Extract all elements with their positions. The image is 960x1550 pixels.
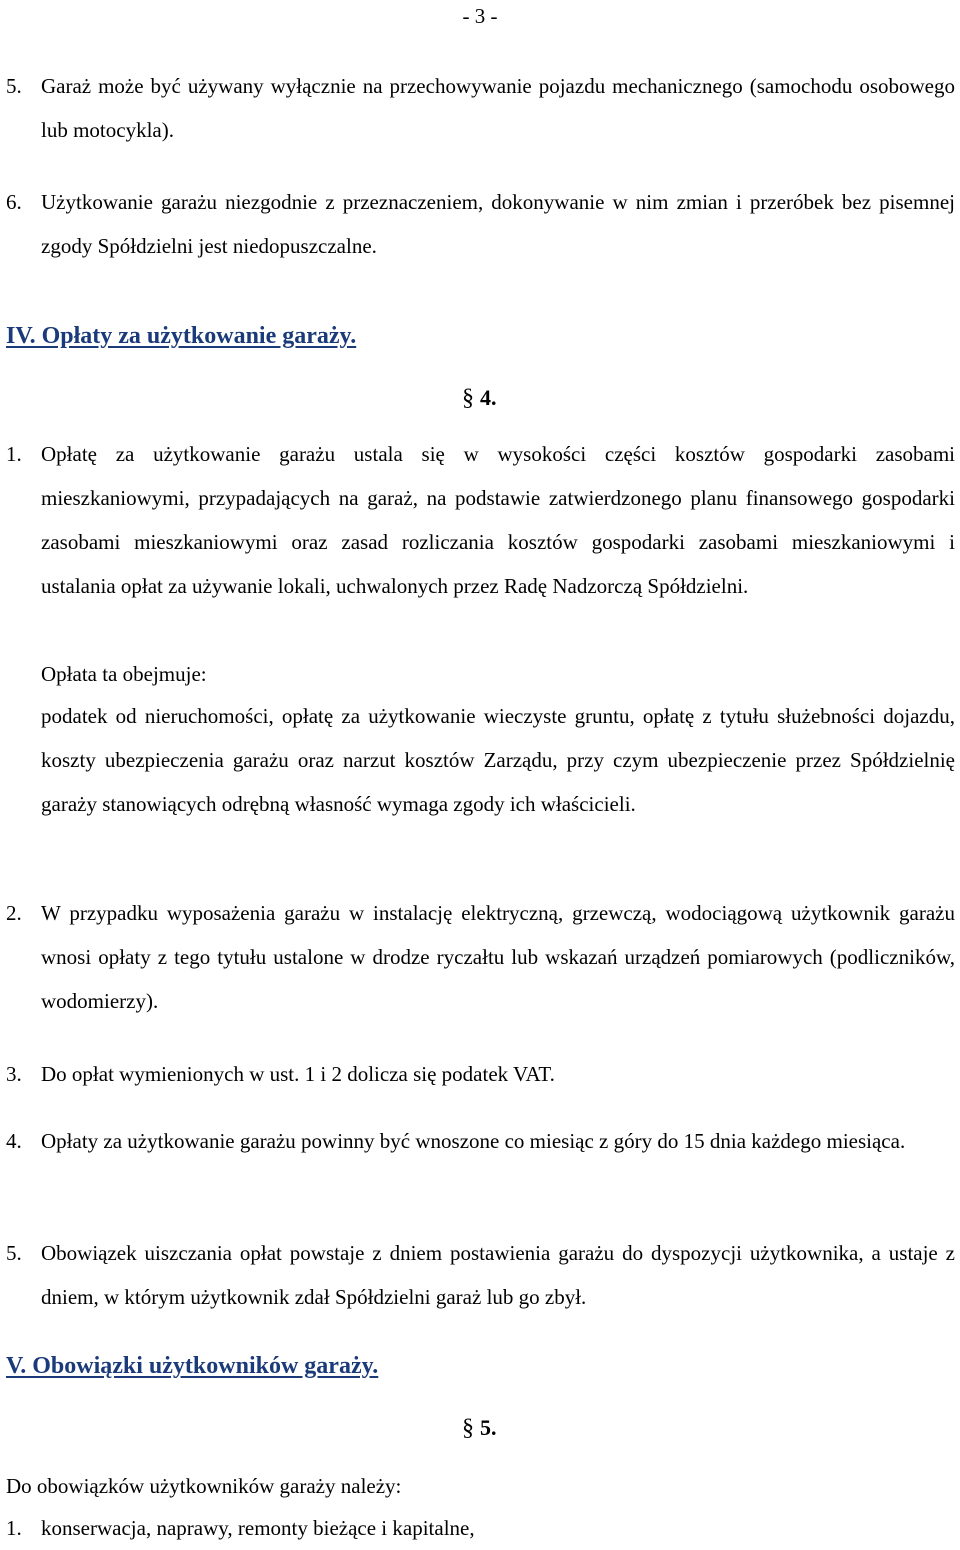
item-number: 4. xyxy=(6,1129,22,1153)
list-item xyxy=(0,891,955,1023)
item-text: Do opłat wymienionych w ust. 1 i 2 dolicza się podatek VAT. xyxy=(41,1062,555,1086)
paragraph-number: 4. xyxy=(480,385,497,410)
item-number: 6. xyxy=(6,190,22,214)
item-text: Użytkowanie garażu niezgodnie z przeznaczeniem, dokonywanie w nim zmian i przeróbek bez pisemnej zgody Spółdzielni jest niedopuszczalne. xyxy=(41,190,955,258)
item-number: 1. xyxy=(6,1516,22,1540)
list-item xyxy=(0,64,955,152)
section-sign: § xyxy=(462,385,474,411)
item-text: Garaż może być używany wyłącznie na przechowywanie pojazdu mechanicznego (samochodu osobowego lub motocykla). xyxy=(41,74,955,142)
item-number: 1. xyxy=(6,442,22,466)
item-number: 3. xyxy=(6,1062,22,1086)
includes-label: Opłata ta obejmuje: xyxy=(41,662,207,686)
list-item xyxy=(0,1506,955,1550)
item-text: Obowiązek uiszczania opłat powstaje z dniem postawienia garażu do dyspozycji użytkownika, a ustaje z dniem, w którym użytkownik zdał Spółdzielni garaż lub go zbył. xyxy=(41,1241,955,1309)
list-item xyxy=(0,1052,955,1096)
section-sign: § xyxy=(462,1415,474,1441)
section-heading: IV. Opłaty za użytkowanie garaży. xyxy=(6,323,357,349)
item-text: Opłaty za użytkowanie garażu powinny być wnoszone co miesiąc z góry do 15 dnia każdego miesiąca. xyxy=(41,1129,906,1153)
paragraph-marker xyxy=(462,1408,497,1448)
section-intro: Do obowiązków użytkowników garaży należy: xyxy=(6,1474,402,1498)
section-heading: V. Obowiązki użytkowników garaży. xyxy=(6,1353,379,1379)
item-number: 5. xyxy=(6,74,22,98)
list-item xyxy=(0,1119,955,1163)
list-item xyxy=(0,1231,955,1319)
list-item xyxy=(0,432,955,608)
paragraph-number: 5. xyxy=(480,1415,497,1440)
item-text: W przypadku wyposażenia garażu w instalację elektryczną, grzewczą, wodociągową użytkownik garażu wnosi opłaty z tego tytułu ustalone w drodze ryczałtu lub wskazań urządzeń pomiarowych (podliczników, wodomierzy). xyxy=(41,901,955,1013)
list-item xyxy=(0,180,955,268)
page-number: - 3 - xyxy=(462,4,498,28)
includes-text: podatek od nieruchomości, opłatę za użytkowanie wieczyste gruntu, opłatę z tytułu służebności dojazdu, koszty ubezpieczenia garażu oraz narzut kosztów Zarządu, przy czym ubezpieczenie przez Spółdzielnię garaży stanowiących odrębną własność wymaga zgody ich właścicieli. xyxy=(41,704,955,816)
paragraph-marker xyxy=(462,378,497,418)
item-number: 5. xyxy=(6,1241,22,1265)
item-text: Opłatę za użytkowanie garażu ustala się w wysokości części kosztów gospodarki zasobami mieszkaniowymi, przypadających na garaż, na podstawie zatwierdzonego planu finansowego gospodarki zasobami mieszkaniowymi oraz zasad rozliczania kosztów gospodarki zasobami mieszkaniowymi i ustalania opłat za używanie lokali, uchwalonych przez Radę Nadzorczą Spółdzielni. xyxy=(41,442,955,598)
item-text: konserwacja, naprawy, remonty bieżące i kapitalne, xyxy=(41,1516,475,1540)
item-number: 2. xyxy=(6,901,22,925)
